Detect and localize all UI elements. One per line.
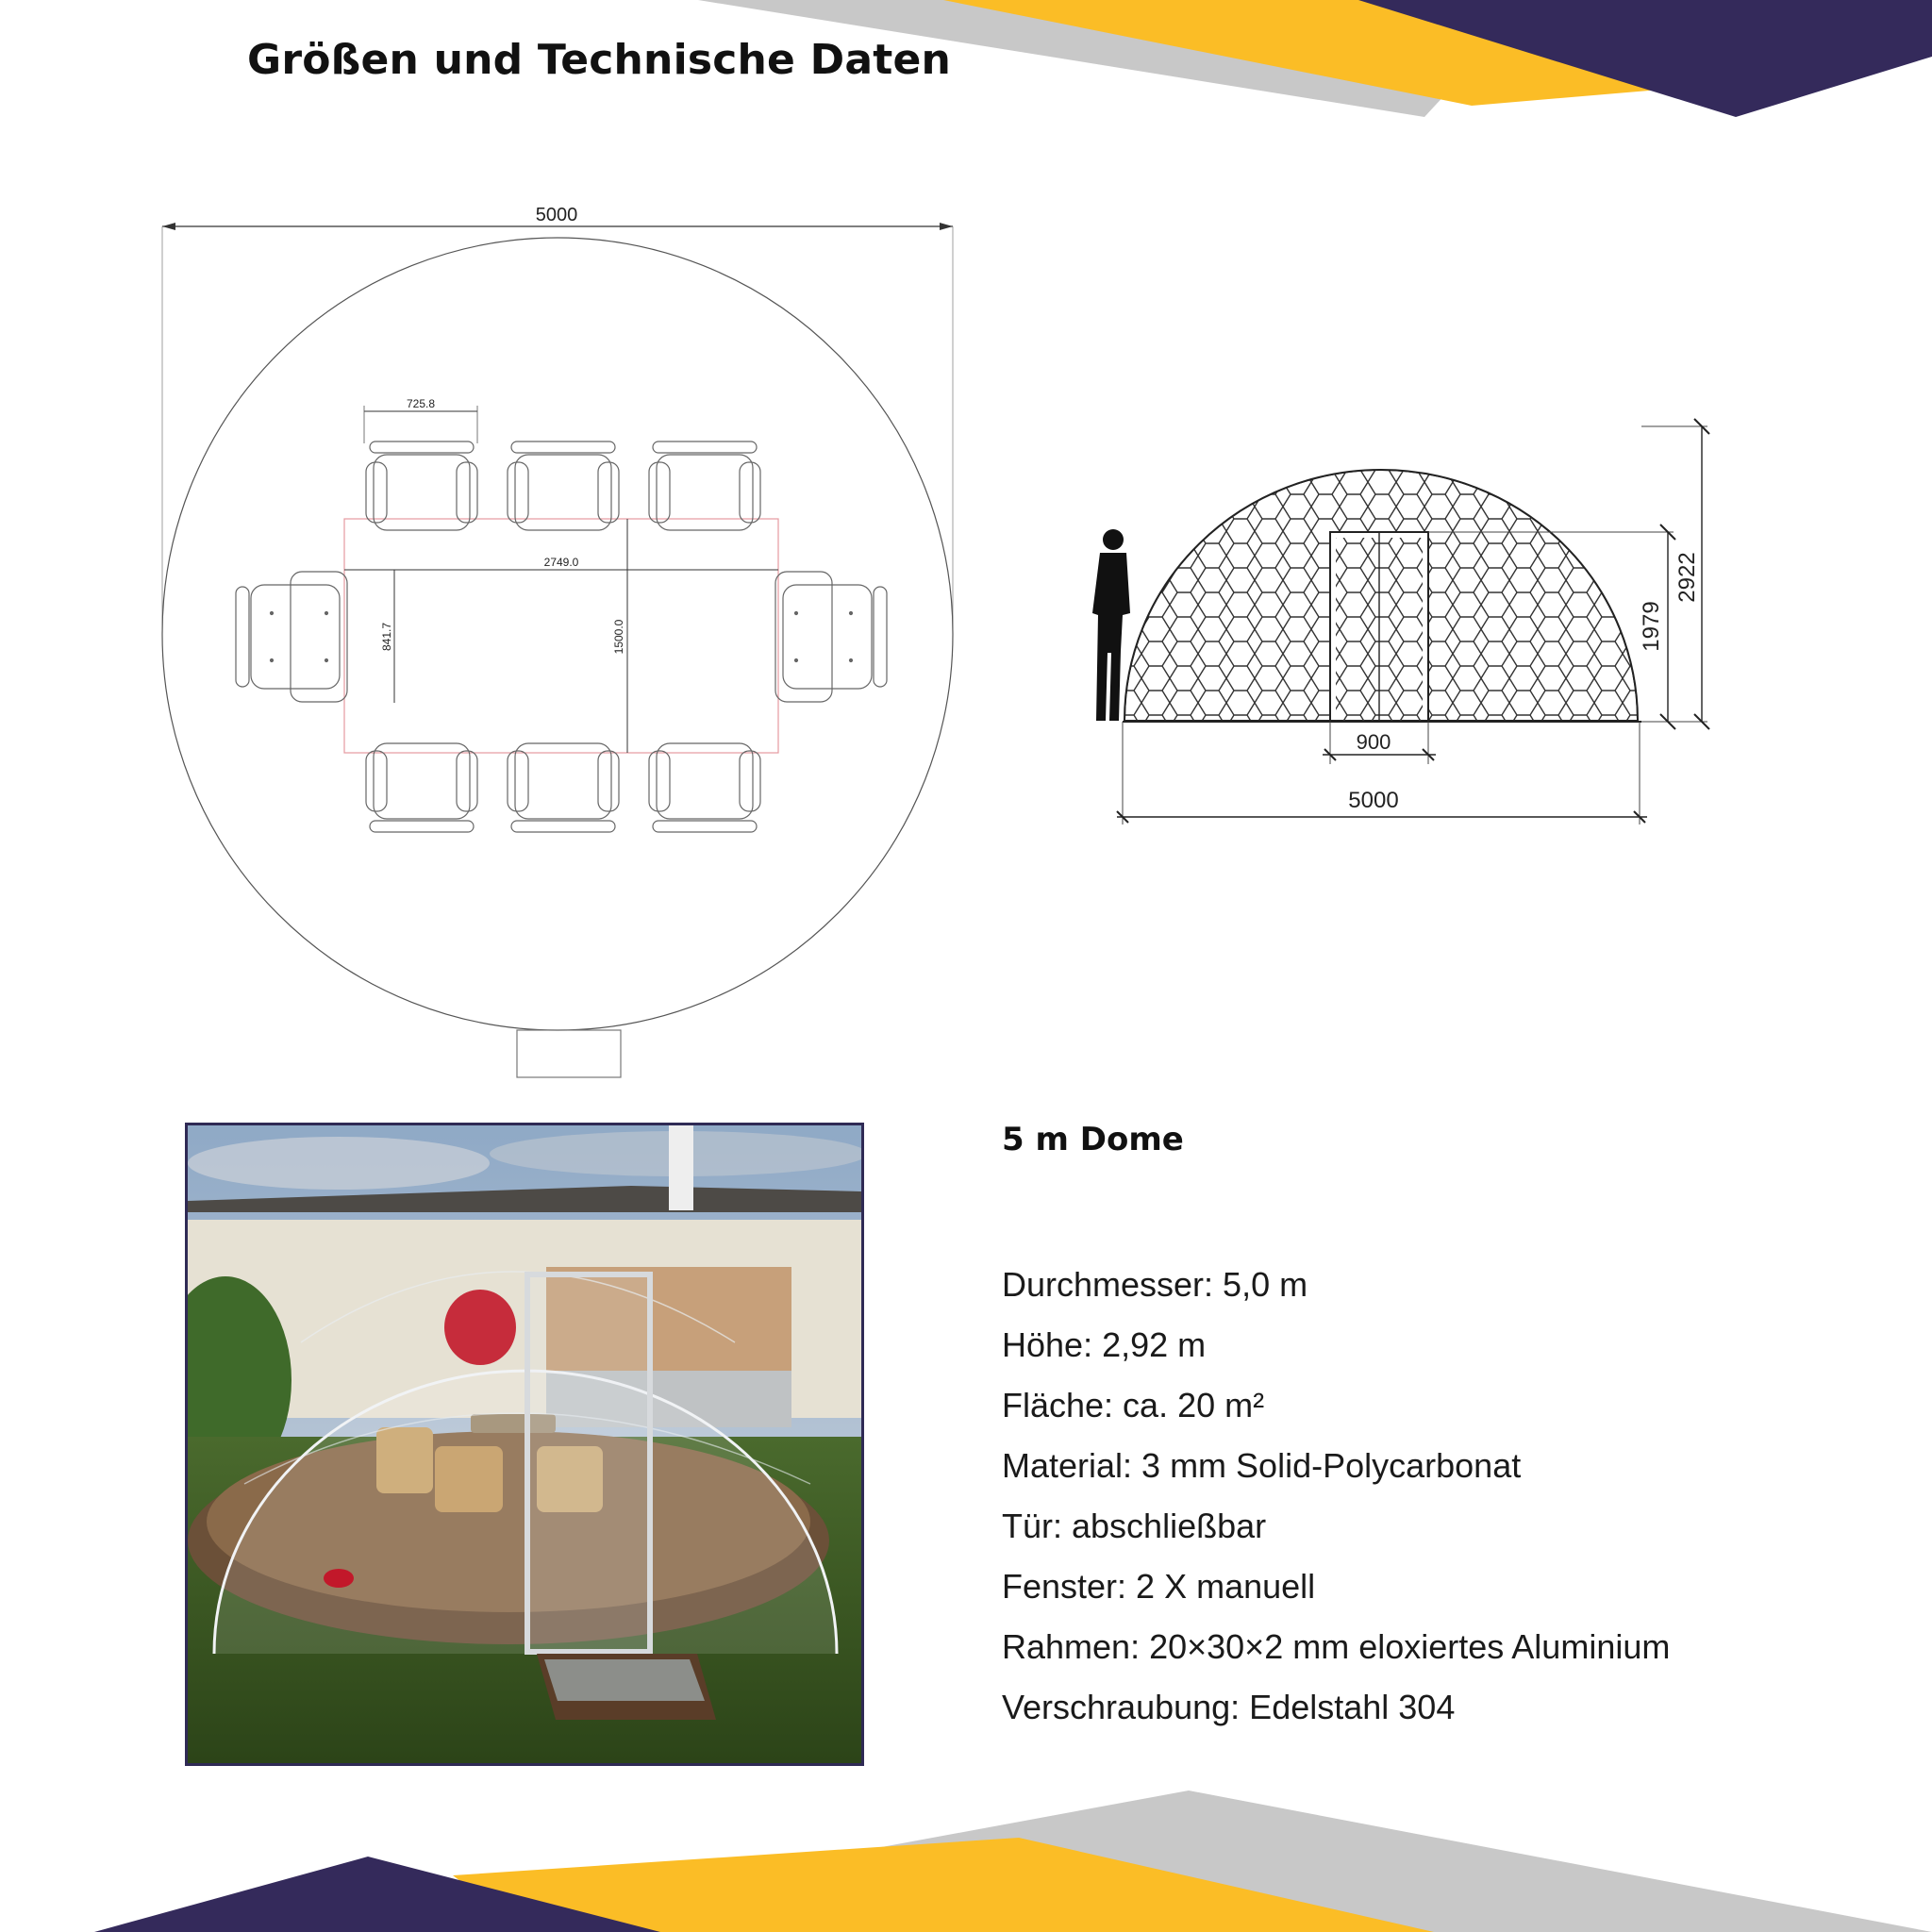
page-title: Größen und Technische Daten [247, 36, 952, 84]
spec-item-frame: Rahmen: 20×30×2 mm eloxiertes Aluminium [1002, 1627, 1671, 1666]
spec-list [1002, 1264, 1670, 1747]
floor-plan-drawing [151, 198, 972, 1104]
spec-item-bolts: Verschraubung: Edelstahl 304 [1002, 1688, 1456, 1726]
spec-item-door: Tür: abschließbar [1002, 1507, 1267, 1545]
plan-dim-total: 5000 [535, 205, 578, 225]
elev-dim-door-width: 900 [1356, 730, 1391, 754]
chair-right [775, 572, 887, 702]
elev-dim-height-total: 2922 [1674, 552, 1700, 603]
chair-left [236, 572, 347, 702]
spec-heading: 5 m Dome [1002, 1121, 1184, 1158]
chair-top-1 [366, 441, 477, 530]
plan-dim-chair: 725.8 [406, 397, 436, 410]
table-outline [344, 519, 778, 753]
plan-dim-chair-depth: 841.7 [380, 622, 393, 652]
chair-bottom-2 [508, 743, 619, 832]
plan-dim-table-length: 2749.0 [543, 556, 579, 569]
chair-top-2 [508, 441, 619, 530]
spec-item-diameter: Durchmesser: 5,0 m [1002, 1265, 1308, 1304]
dome-elevation-drawing [1057, 396, 1736, 868]
spec-item-area: Fläche: ca. 20 m² [1002, 1386, 1265, 1424]
plan-dim-table-width: 1500.0 [612, 619, 625, 655]
elev-dim-base: 5000 [1348, 788, 1399, 813]
person-silhouette [1092, 529, 1130, 721]
bottom-decoration [0, 1762, 1932, 1932]
spec-item-material: Material: 3 mm Solid-Polycarbonat [1002, 1446, 1522, 1485]
dome-photo-illustration [188, 1125, 861, 1763]
elev-dim-door-height: 1979 [1639, 601, 1664, 652]
top-decoration [0, 0, 1932, 170]
chair-bottom-1 [366, 743, 477, 832]
chair-top-3 [649, 441, 760, 530]
chair-bottom-3 [649, 743, 760, 832]
dome-photo [185, 1123, 864, 1766]
spec-item-window: Fenster: 2 X manuell [1002, 1567, 1316, 1606]
spec-item-height: Höhe: 2,92 m [1002, 1325, 1207, 1364]
